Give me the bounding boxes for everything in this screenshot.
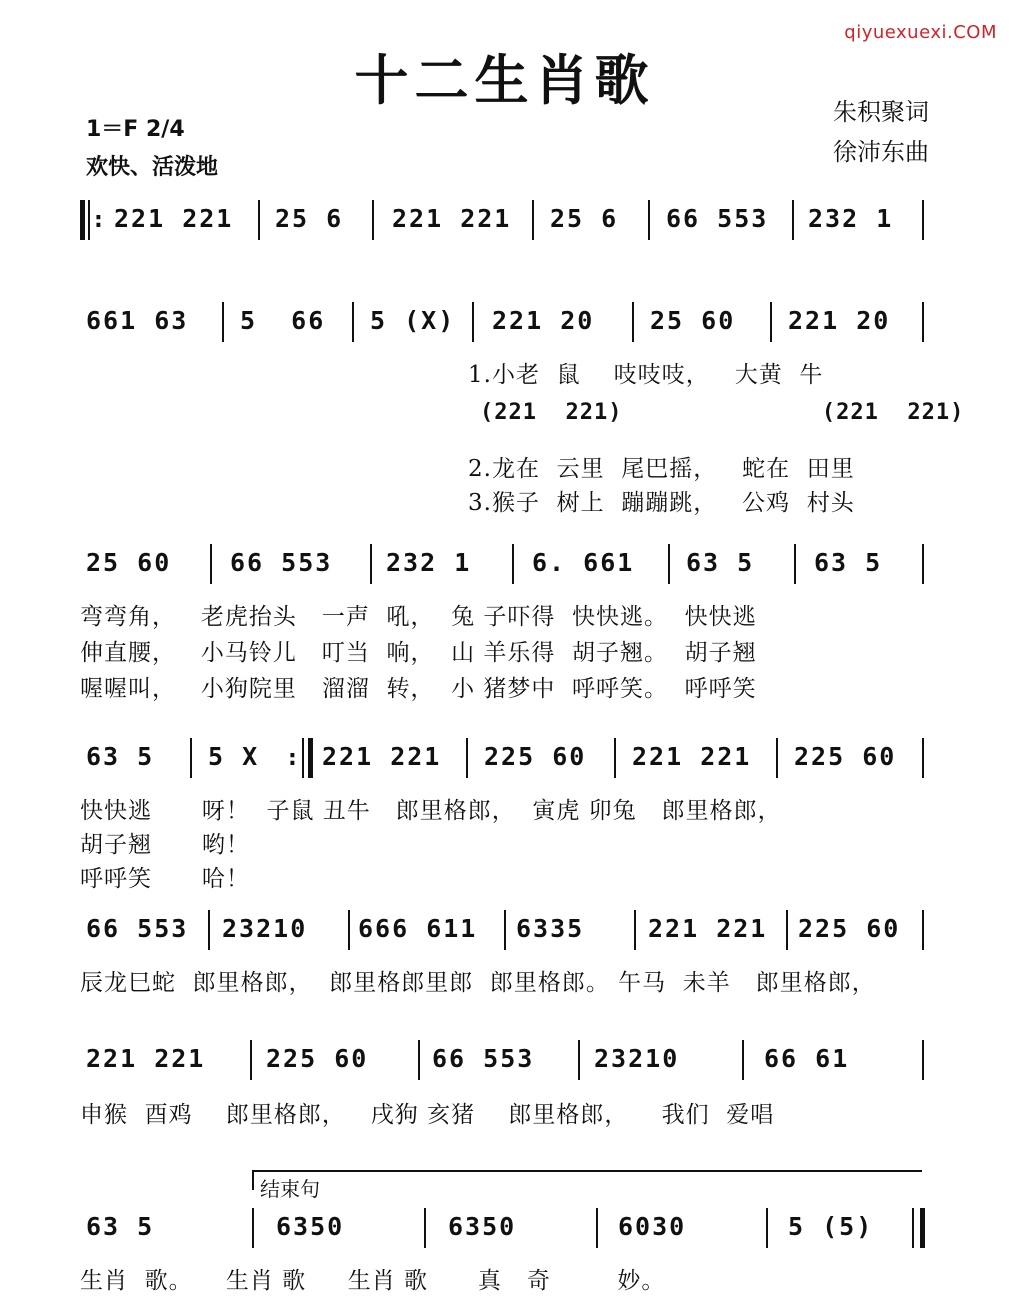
- measure: 666 611: [358, 914, 478, 943]
- measure: 63 5: [86, 1212, 155, 1241]
- measure: 225 60: [794, 742, 897, 771]
- measure: 66 553: [86, 914, 189, 943]
- ending-label: 结束句: [260, 1177, 320, 1201]
- repeat-start-icon: :: [94, 208, 103, 233]
- lyrics-row-3-verse-3: 喔喔叫， 小狗院里 溜溜 转， 小 猪梦中 呼呼笑。 呼呼笑: [80, 676, 757, 702]
- lyrics-row-3-verse-1: 弯弯角， 老虎抬头 一声 吼， 兔 子吓得 快快逃。 快快逃: [80, 604, 757, 630]
- measure: 25 6: [275, 204, 344, 233]
- measure: 6350: [276, 1212, 345, 1241]
- measure: 66 553: [230, 548, 333, 577]
- lyrics-row-3-verse-2: 伸直腰， 小马铃儿 叮当 响， 山 羊乐得 胡子翘。 胡子翘: [80, 640, 757, 666]
- measure: 661 63: [86, 306, 189, 335]
- measure: 221 221: [392, 204, 512, 233]
- measure: 232 1: [808, 204, 894, 233]
- measure: 5 (5): [788, 1212, 874, 1241]
- watermark: qiyuexuexi.COM: [844, 22, 997, 43]
- measure: 63 5: [86, 742, 155, 771]
- score-row-2: [80, 302, 930, 344]
- lyricist-credit: 朱积聚词: [833, 98, 929, 126]
- lyrics-row-2-verse-2: 2.龙在 云里 尾巴摇， 蛇在 田里: [468, 456, 855, 482]
- lyrics-row-2-fill: (221 221) (221 221): [480, 400, 965, 425]
- score-row-4: [80, 738, 930, 780]
- measure: 5 (X): [370, 306, 456, 335]
- lyrics-row-4-verse-1: 快快逃 呀！ 子鼠 丑牛 郎里格郎， 寅虎 卯兔 郎里格郎，: [80, 798, 782, 824]
- measure: 25 6: [550, 204, 619, 233]
- tempo-marking: 欢快、活泼地: [86, 155, 219, 180]
- measure: 25 60: [86, 548, 172, 577]
- lyrics-row-2-verse-3: 3.猴子 树上 蹦蹦跳， 公鸡 村头: [468, 490, 855, 516]
- key-signature: 1＝F 2/4: [86, 117, 185, 142]
- measure: 63 5: [814, 548, 883, 577]
- measure: 225 60: [798, 914, 901, 943]
- measure: 66 553: [666, 204, 769, 233]
- measure: 232 1: [386, 548, 472, 577]
- measure: 221 221: [86, 1044, 206, 1073]
- lyrics-row-4-verse-3: 呼呼笑 哈！: [80, 866, 250, 892]
- lyrics-row-5: 辰龙巳蛇 郎里格郎， 郎里格郎里郎 郎里格郎。 午马 未羊 郎里格郎，: [80, 970, 876, 996]
- measure: 6350: [448, 1212, 517, 1241]
- measure: 225 60: [266, 1044, 369, 1073]
- measure: 23210: [222, 914, 308, 943]
- measure: 5 X: [208, 742, 260, 771]
- composer-credit: 徐沛东曲: [833, 138, 929, 166]
- measure: 221 221: [114, 204, 234, 233]
- score-row-5: [80, 910, 930, 952]
- measure: 23210: [594, 1044, 680, 1073]
- measure: 6. 661: [532, 548, 635, 577]
- repeat-end-icon: :: [288, 746, 297, 771]
- measure: 25 60: [650, 306, 736, 335]
- lyrics-row-6: 申猴 酉鸡 郎里格郎， 戌狗 亥猪 郎里格郎， 我们 爱唱: [80, 1102, 775, 1128]
- measure: 221 221: [632, 742, 752, 771]
- measure: 66 61: [764, 1044, 850, 1073]
- measure: 5 66: [240, 306, 326, 335]
- score-row-1: [80, 200, 930, 242]
- song-title: 十二生肖歌: [354, 48, 655, 112]
- score-row-3: [80, 544, 930, 586]
- measure: 221 221: [648, 914, 768, 943]
- measure: 66 553: [432, 1044, 535, 1073]
- measure: 221 20: [788, 306, 891, 335]
- measure: 63 5: [686, 548, 755, 577]
- measure: 6335: [516, 914, 585, 943]
- lyrics-row-7: 生肖 歌。 生肖 歌 生肖 歌 真 奇 妙。: [80, 1268, 666, 1294]
- measure: 225 60: [484, 742, 587, 771]
- measure: 221 221: [322, 742, 442, 771]
- lyrics-row-2-verse-1: 1.小老 鼠 吱吱吱， 大黄 牛: [468, 362, 824, 388]
- score-row-7: [80, 1208, 930, 1250]
- measure: 6030: [618, 1212, 687, 1241]
- score-row-6: [80, 1040, 930, 1082]
- ending-bracket: [252, 1170, 922, 1190]
- lyrics-row-4-verse-2: 胡子翘 哟！: [80, 832, 250, 858]
- measure: 221 20: [492, 306, 595, 335]
